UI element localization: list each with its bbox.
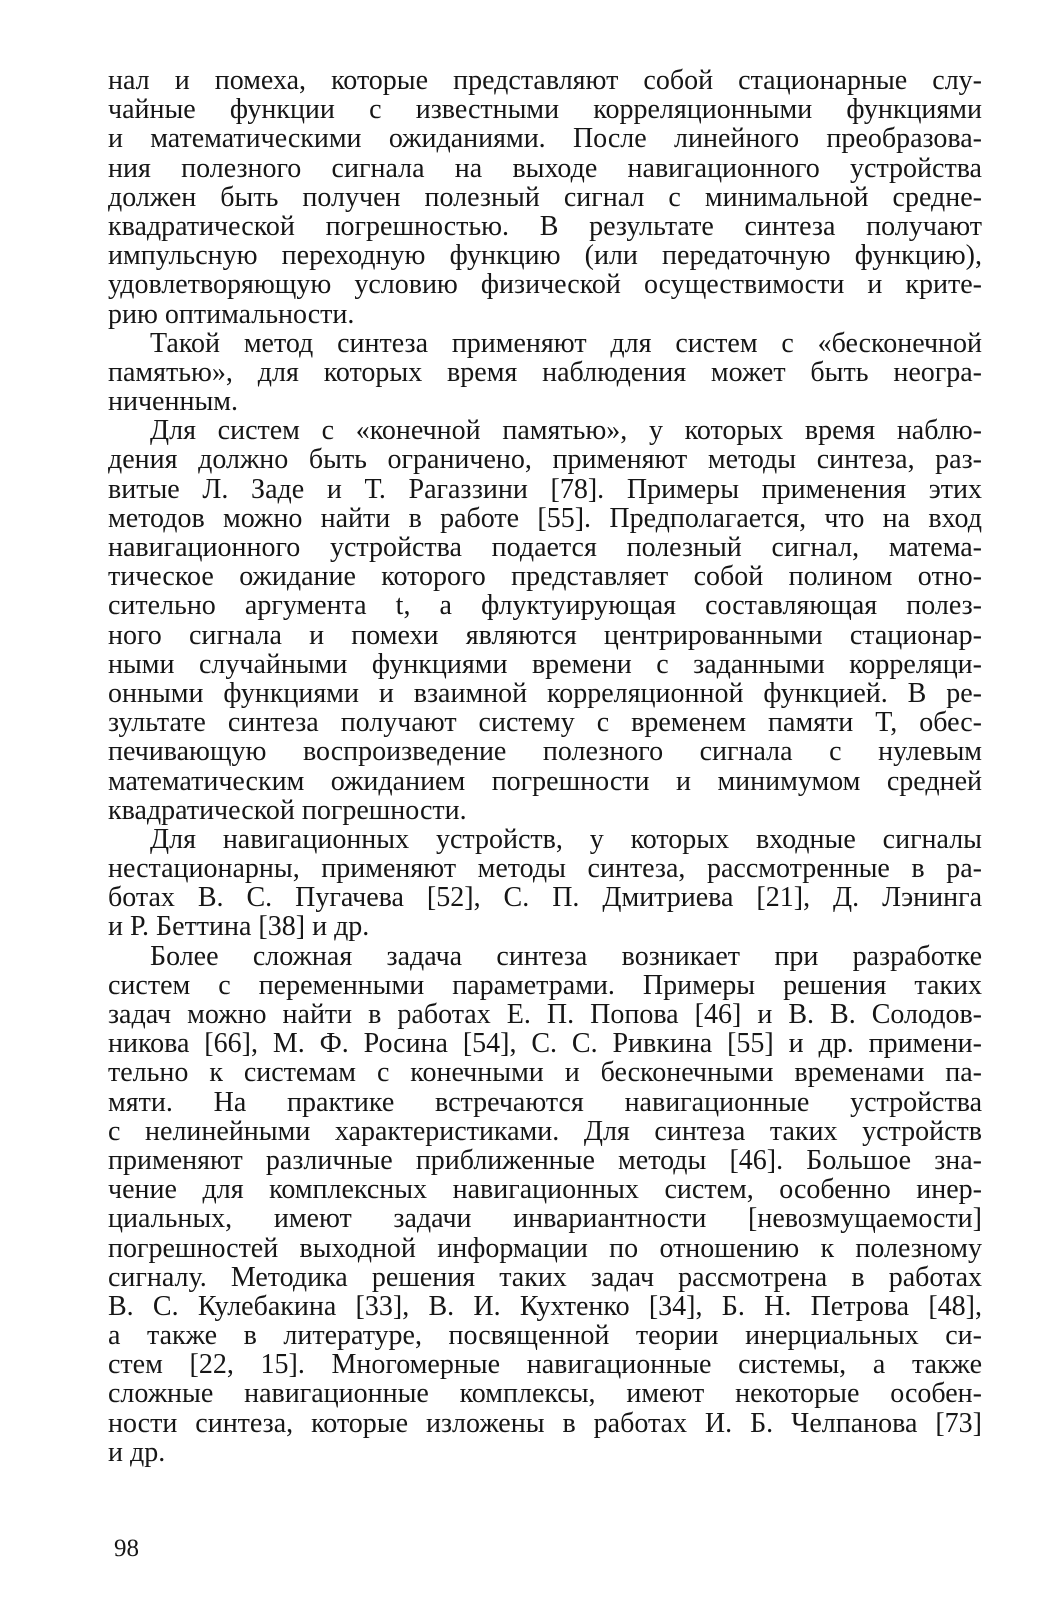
text-line: Такой метод синтеза применяют для систем с «бесконечной <box>150 328 982 358</box>
text-line: навигационного устройства подается полезный сигнал, матема- <box>108 533 982 563</box>
paragraph <box>108 942 982 1467</box>
text-line: печивающую воспроизведение полезного сигнала с нулевым <box>108 737 982 767</box>
text-line: нестационарны, применяют методы синтеза, рассмотренные в ра- <box>108 854 982 884</box>
text-line: и математическими ожиданиями. После линейного преобразова- <box>108 124 982 154</box>
text-line: тическое ожидание которого представляет собой полином отно- <box>108 562 982 592</box>
text-line: дения должно быть ограничено, применяют методы синтеза, раз- <box>108 445 982 475</box>
paragraph <box>108 329 982 417</box>
text-line: сигналу. Методика решения таких задач рассмотрена в работах <box>108 1262 982 1292</box>
text-line: погрешностей выходной информации по отношению к полезному <box>108 1233 982 1263</box>
text-line: квадратической погрешности. <box>108 795 467 825</box>
paragraph <box>108 825 982 942</box>
text-line: математическим ожиданием погрешности и минимумом средней <box>108 766 982 796</box>
text-line: применяют различные приближенные методы [46]. Большое зна- <box>108 1145 982 1176</box>
text-line: квадратической погрешностью. В результате синтеза получают <box>108 211 982 242</box>
text-line: чайные функции с известными корреляционными функциями <box>108 95 982 125</box>
text-line: ного сигнала и помехи являются центрированными стационар- <box>108 620 982 650</box>
text-line: Для систем с «конечной памятью», у которых время наблю- <box>150 416 982 446</box>
text-line: чение для комплексных навигационных систем, особенно инер- <box>108 1175 982 1205</box>
text-line: онными функциями и взаимной корреляционной функцией. В ре- <box>108 678 982 709</box>
paragraph <box>108 416 982 825</box>
text-line: удовлетворяющую условию физической осуществимости и крите- <box>108 270 982 300</box>
text-line: ности синтеза, которые изложены в работах И. Б. Челпанова [73] <box>108 1408 982 1438</box>
text-line: стем [22, 15]. Многомерные навигационные системы, а также <box>108 1350 982 1380</box>
paragraph <box>108 66 982 329</box>
text-line: и Р. Беттина [38] и др. <box>108 912 370 942</box>
text-line: с нелинейными характеристиками. Для синтеза таких устройств <box>108 1116 982 1146</box>
text-line: никова [66], М. Ф. Росина [54], С. С. Ривкина [55] и др. примени- <box>108 1029 982 1059</box>
text-line: Более сложная задача синтеза возникает при разработке <box>150 941 982 971</box>
text-line: ния полезного сигнала на выходе навигационного устройства <box>108 153 982 183</box>
text-line: должен быть получен полезный сигнал с минимальной средне- <box>108 182 982 212</box>
text-line: импульсную переходную функцию (или передаточную функцию), <box>108 241 982 271</box>
text-line: рию оптимальности. <box>108 299 355 329</box>
text-line: методов можно найти в работе [55]. Предполагается, что на вход <box>108 503 982 533</box>
text-line: витые Л. Заде и Т. Рагаззини [78]. Примеры применения этих <box>108 474 982 504</box>
text-line: мяти. На практике встречаются навигационные устройства <box>108 1087 982 1117</box>
text-line: систем с переменными параметрами. Примеры решения таких <box>108 970 982 1000</box>
text-line: циальных, имеют задачи инвариантности [невозмущаемости] <box>108 1204 982 1234</box>
text-line: ными случайными функциями времени с заданными корреляци- <box>108 649 982 679</box>
text-line: сительно аргумента t, а флуктуирующая составляющая полез- <box>108 591 982 621</box>
text-line: В. С. Кулебакина [33], В. И. Кухтенко [34], Б. Н. Петрова [48], <box>108 1291 982 1322</box>
text-line: ниченным. <box>108 387 238 417</box>
text-line: и др. <box>108 1437 166 1467</box>
page-text <box>108 66 982 1467</box>
text-line: а также в литературе, посвященной теории инерциальных си- <box>108 1321 982 1351</box>
text-line: ботах В. С. Пугачева [52], С. П. Дмитриева [21], Д. Лэнинга <box>108 883 982 913</box>
text-line: задач можно найти в работах Е. П. Попова [46] и В. В. Солодов- <box>108 1000 982 1030</box>
text-line: нал и помеха, которые представляют собой стационарные слу- <box>108 66 982 96</box>
text-line: сложные навигационные комплексы, имеют некоторые особен- <box>108 1379 982 1409</box>
text-line: Для навигационных устройств, у которых входные сигналы <box>150 824 982 855</box>
text-line: тельно к системам с конечными и бесконечными временами па- <box>108 1058 982 1088</box>
text-line: зультате синтеза получают систему с временем памяти T, обес- <box>108 708 982 738</box>
text-line: памятью», для которых время наблюдения может быть неогра- <box>108 357 982 388</box>
page-number: 98 <box>114 1535 139 1562</box>
